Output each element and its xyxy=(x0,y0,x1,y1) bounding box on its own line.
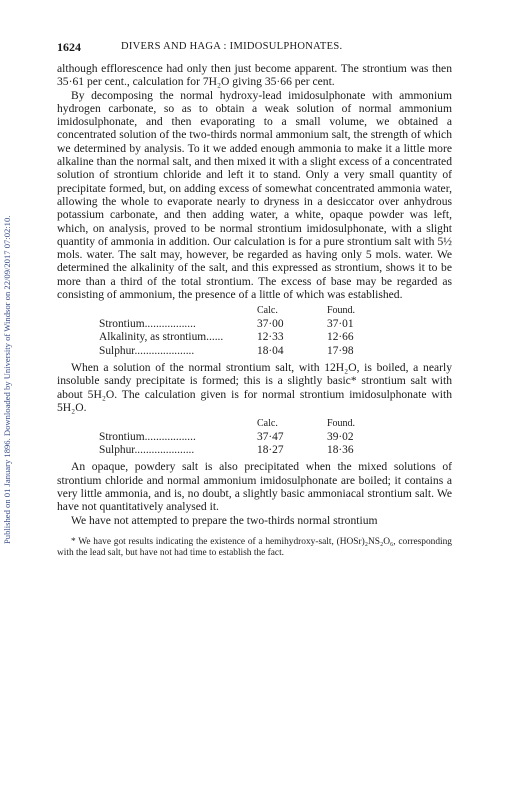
running-header xyxy=(57,40,452,62)
page-number: 1624 xyxy=(57,40,81,54)
table-header xyxy=(57,417,452,430)
found-value: 17·98 xyxy=(327,344,354,357)
analysis-table-2 xyxy=(57,417,452,457)
paragraph-continued: although efflorescence had only then just become apparent. The strontium was then 35·61 per cent., calculation for 7H₂O giving 35·66 per cent. xyxy=(57,62,452,89)
calc-value: 18·04 xyxy=(257,344,284,357)
calc-value: 18·27 xyxy=(257,443,284,456)
running-title: DIVERS AND HAGA : IMIDOSULPHONATES. xyxy=(121,41,343,52)
page-content xyxy=(57,40,452,560)
download-notice: Published on 01 January 1896. Downloaded by University of Windsor on 22/09/2017 07:02:10. xyxy=(2,215,12,545)
row-label: Sulphur..................... xyxy=(99,443,195,456)
table-row xyxy=(57,331,452,344)
found-value: 18·36 xyxy=(327,443,354,456)
col-found-header: Found. xyxy=(327,418,356,430)
paragraph-two-thirds: We have not attempted to prepare the two-thirds normal strontium xyxy=(71,513,378,527)
calc-value: 12·33 xyxy=(257,331,284,344)
footnote xyxy=(57,537,452,560)
table-row xyxy=(57,431,452,444)
calc-value: 37·00 xyxy=(257,317,284,330)
row-label: Sulphur..................... xyxy=(99,344,195,357)
paragraph-decomposition: By decomposing the normal hydroxy-lead imidosulphonate with ammonium hydrogen carbonate, so as to obtain a weak solution of normal ammonium imidosulphonate, and then evaporating to a small volume, we obtained a concentrated solution of the two-thirds normal ammonium salt, the strength of which we determined by analysis. To it we added enough ammonia to make it a little more alkaline than the normal salt, and then mixed it with a slight excess of a concentrated solution of strontium chloride and left it to stand. Only a very small quantity of precipitate formed, but, on adding excess of somewhat concentrated ammonia water, allowing the whole to evaporate nearly to dryness in a desiccator over anhydrous potassium carbonate, and then adding water, a white, opaque powder was left, which, on analysis, proved to be normal strontium imidosulphonate, with a slight quantity of ammonia in addition. Our calculation is for a pure strontium salt with 5½ mols. water. The salt may, however, be regarded as having only 5 mols. water. We determined the alkalinity of the salt, and this expressed as strontium, shows it to be more than a third of the total strontium. The excess of base may be regarded as consisting of ammonium, the presence of a little of which was established. xyxy=(57,88,452,302)
table-row xyxy=(57,444,452,457)
found-value: 39·02 xyxy=(327,430,354,443)
footnote-text: * We have got results indicating the existence of a hemihydroxy-salt, (HOSr)₂NS₂O₆, corresponding with the lead salt, but have not had time to establish the fact. xyxy=(57,536,452,559)
table-header xyxy=(57,304,452,317)
col-calc-header: Calc. xyxy=(257,305,278,317)
found-value: 12·66 xyxy=(327,331,354,344)
table-row xyxy=(57,318,452,331)
found-value: 37·01 xyxy=(327,317,354,330)
col-found-header: Found. xyxy=(327,305,356,317)
calc-value: 37·47 xyxy=(257,430,284,443)
col-calc-header: Calc. xyxy=(257,418,278,430)
paragraph-boiled-solution: When a solution of the normal strontium salt, with 12H₂O, is boiled, a nearly insoluble sandy precipitate is formed; this is a slightly basic* strontium salt with about 5H₂O. The calculation given is for normal strontium imidosulphonate with 5H₂O. xyxy=(57,360,452,414)
paragraph-opaque-salt: An opaque, powdery salt is also precipitated when the mixed solutions of strontium chloride and normal ammonium imidosulphonate are boiled; it contains a very little ammonia, and is, no doubt, a slightly basic ammoniacal strontium salt. We have not quantitatively analysed it. xyxy=(57,460,452,514)
analysis-table-1 xyxy=(57,304,452,358)
table-row xyxy=(57,345,452,358)
row-label: Strontium.................. xyxy=(99,317,196,330)
row-label: Strontium.................. xyxy=(99,430,196,443)
row-label: Alkalinity, as strontium...... xyxy=(99,331,224,344)
